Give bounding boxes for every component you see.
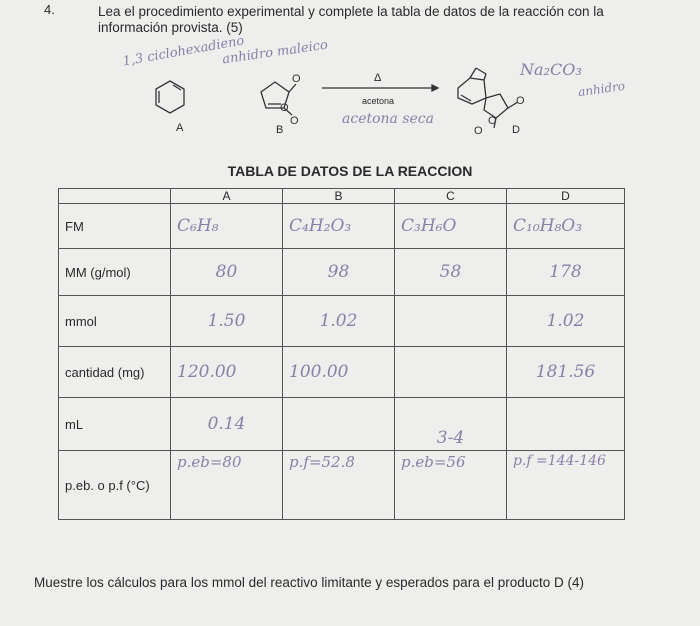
table-row — [59, 451, 625, 520]
table-row — [59, 204, 625, 249]
annotation-maleic-anhydride: anhidro maleico — [221, 37, 329, 68]
table-row — [59, 398, 625, 451]
arrow-heat: Δ — [374, 72, 382, 84]
row-label: p.eb. o p.f (°C) — [59, 451, 171, 520]
question-text: Lea el procedimiento experimental y complete la tabla de datos de la reacción con la información provista. (5) — [98, 4, 604, 35]
cell-value: C₃H₆O — [395, 204, 507, 249]
svg-text:O: O — [516, 95, 525, 107]
reaction-scheme — [0, 0, 700, 160]
svg-text:O: O — [474, 125, 483, 137]
cell-value: 98 — [283, 249, 395, 296]
row-label: cantidad (mg) — [59, 347, 171, 398]
header-col-d: D — [507, 189, 625, 204]
table-row — [59, 296, 625, 347]
label-a: A — [176, 122, 184, 134]
table-row — [59, 249, 625, 296]
question-number: 4. — [44, 2, 55, 17]
cell-value: 178 — [507, 249, 625, 296]
cell-value: 120.00 — [171, 347, 283, 398]
cell-value: 1.02 — [507, 296, 625, 347]
row-label: mmol — [59, 296, 171, 347]
label-b: B — [276, 124, 284, 136]
reaction-data-table — [58, 188, 625, 520]
cell-value: 1.50 — [171, 296, 283, 347]
row-label: MM (g/mol) — [59, 249, 171, 296]
cell-value — [395, 296, 507, 347]
cell-value: p.f =144-146 — [507, 451, 625, 520]
header-col-c: C — [395, 189, 507, 204]
cyclohexadiene-ring — [156, 81, 184, 113]
cell-value — [507, 398, 625, 451]
svg-text:O: O — [280, 102, 289, 114]
bicyclic-adduct — [458, 78, 486, 104]
cell-value: p.f=52.8 — [283, 451, 395, 520]
calculation-instructions: Muestre los cálculos para los mmol del reactivo limitante y esperados para el producto D (4) — [34, 575, 584, 590]
svg-text:O: O — [488, 115, 497, 127]
cell-value — [395, 347, 507, 398]
cell-value: 80 — [171, 249, 283, 296]
row-label: mL — [59, 398, 171, 451]
header-col-b: B — [283, 189, 395, 204]
label-d: D — [512, 124, 520, 136]
annotation-dry-acetone: acetona seca — [342, 111, 434, 127]
cell-value: p.eb=80 — [171, 451, 283, 520]
annotation-anhydride: anhidro — [577, 78, 626, 100]
cell-value: C₄H₂O₃ — [283, 204, 395, 249]
svg-text:O: O — [290, 115, 299, 127]
table-header-row — [59, 189, 625, 204]
cell-value: 181.56 — [507, 347, 625, 398]
cell-value: C₆H₈ — [171, 204, 283, 249]
table-row — [59, 347, 625, 398]
header-empty — [59, 189, 171, 204]
cell-value: C₁₀H₈O₃ — [507, 204, 625, 249]
svg-text:O: O — [292, 73, 301, 85]
cell-value: 100.00 — [283, 347, 395, 398]
cell-value: 58 — [395, 249, 507, 296]
arrow-solvent: acetona — [362, 96, 395, 106]
cell-value: p.eb=56 — [395, 451, 507, 520]
cell-value: 0.14 — [171, 398, 283, 451]
header-col-a: A — [171, 189, 283, 204]
cell-value — [283, 398, 395, 451]
row-label: FM — [59, 204, 171, 249]
cell-value: 1.02 — [283, 296, 395, 347]
cell-value: 3-4 — [395, 398, 507, 451]
table-title: TABLA DE DATOS DE LA REACCION — [227, 163, 473, 179]
annotation-sodium-carbonate: Na₂CO₃ — [520, 60, 582, 79]
annotation-cyclohexadiene: 1,3 ciclohexadieno — [121, 33, 246, 70]
